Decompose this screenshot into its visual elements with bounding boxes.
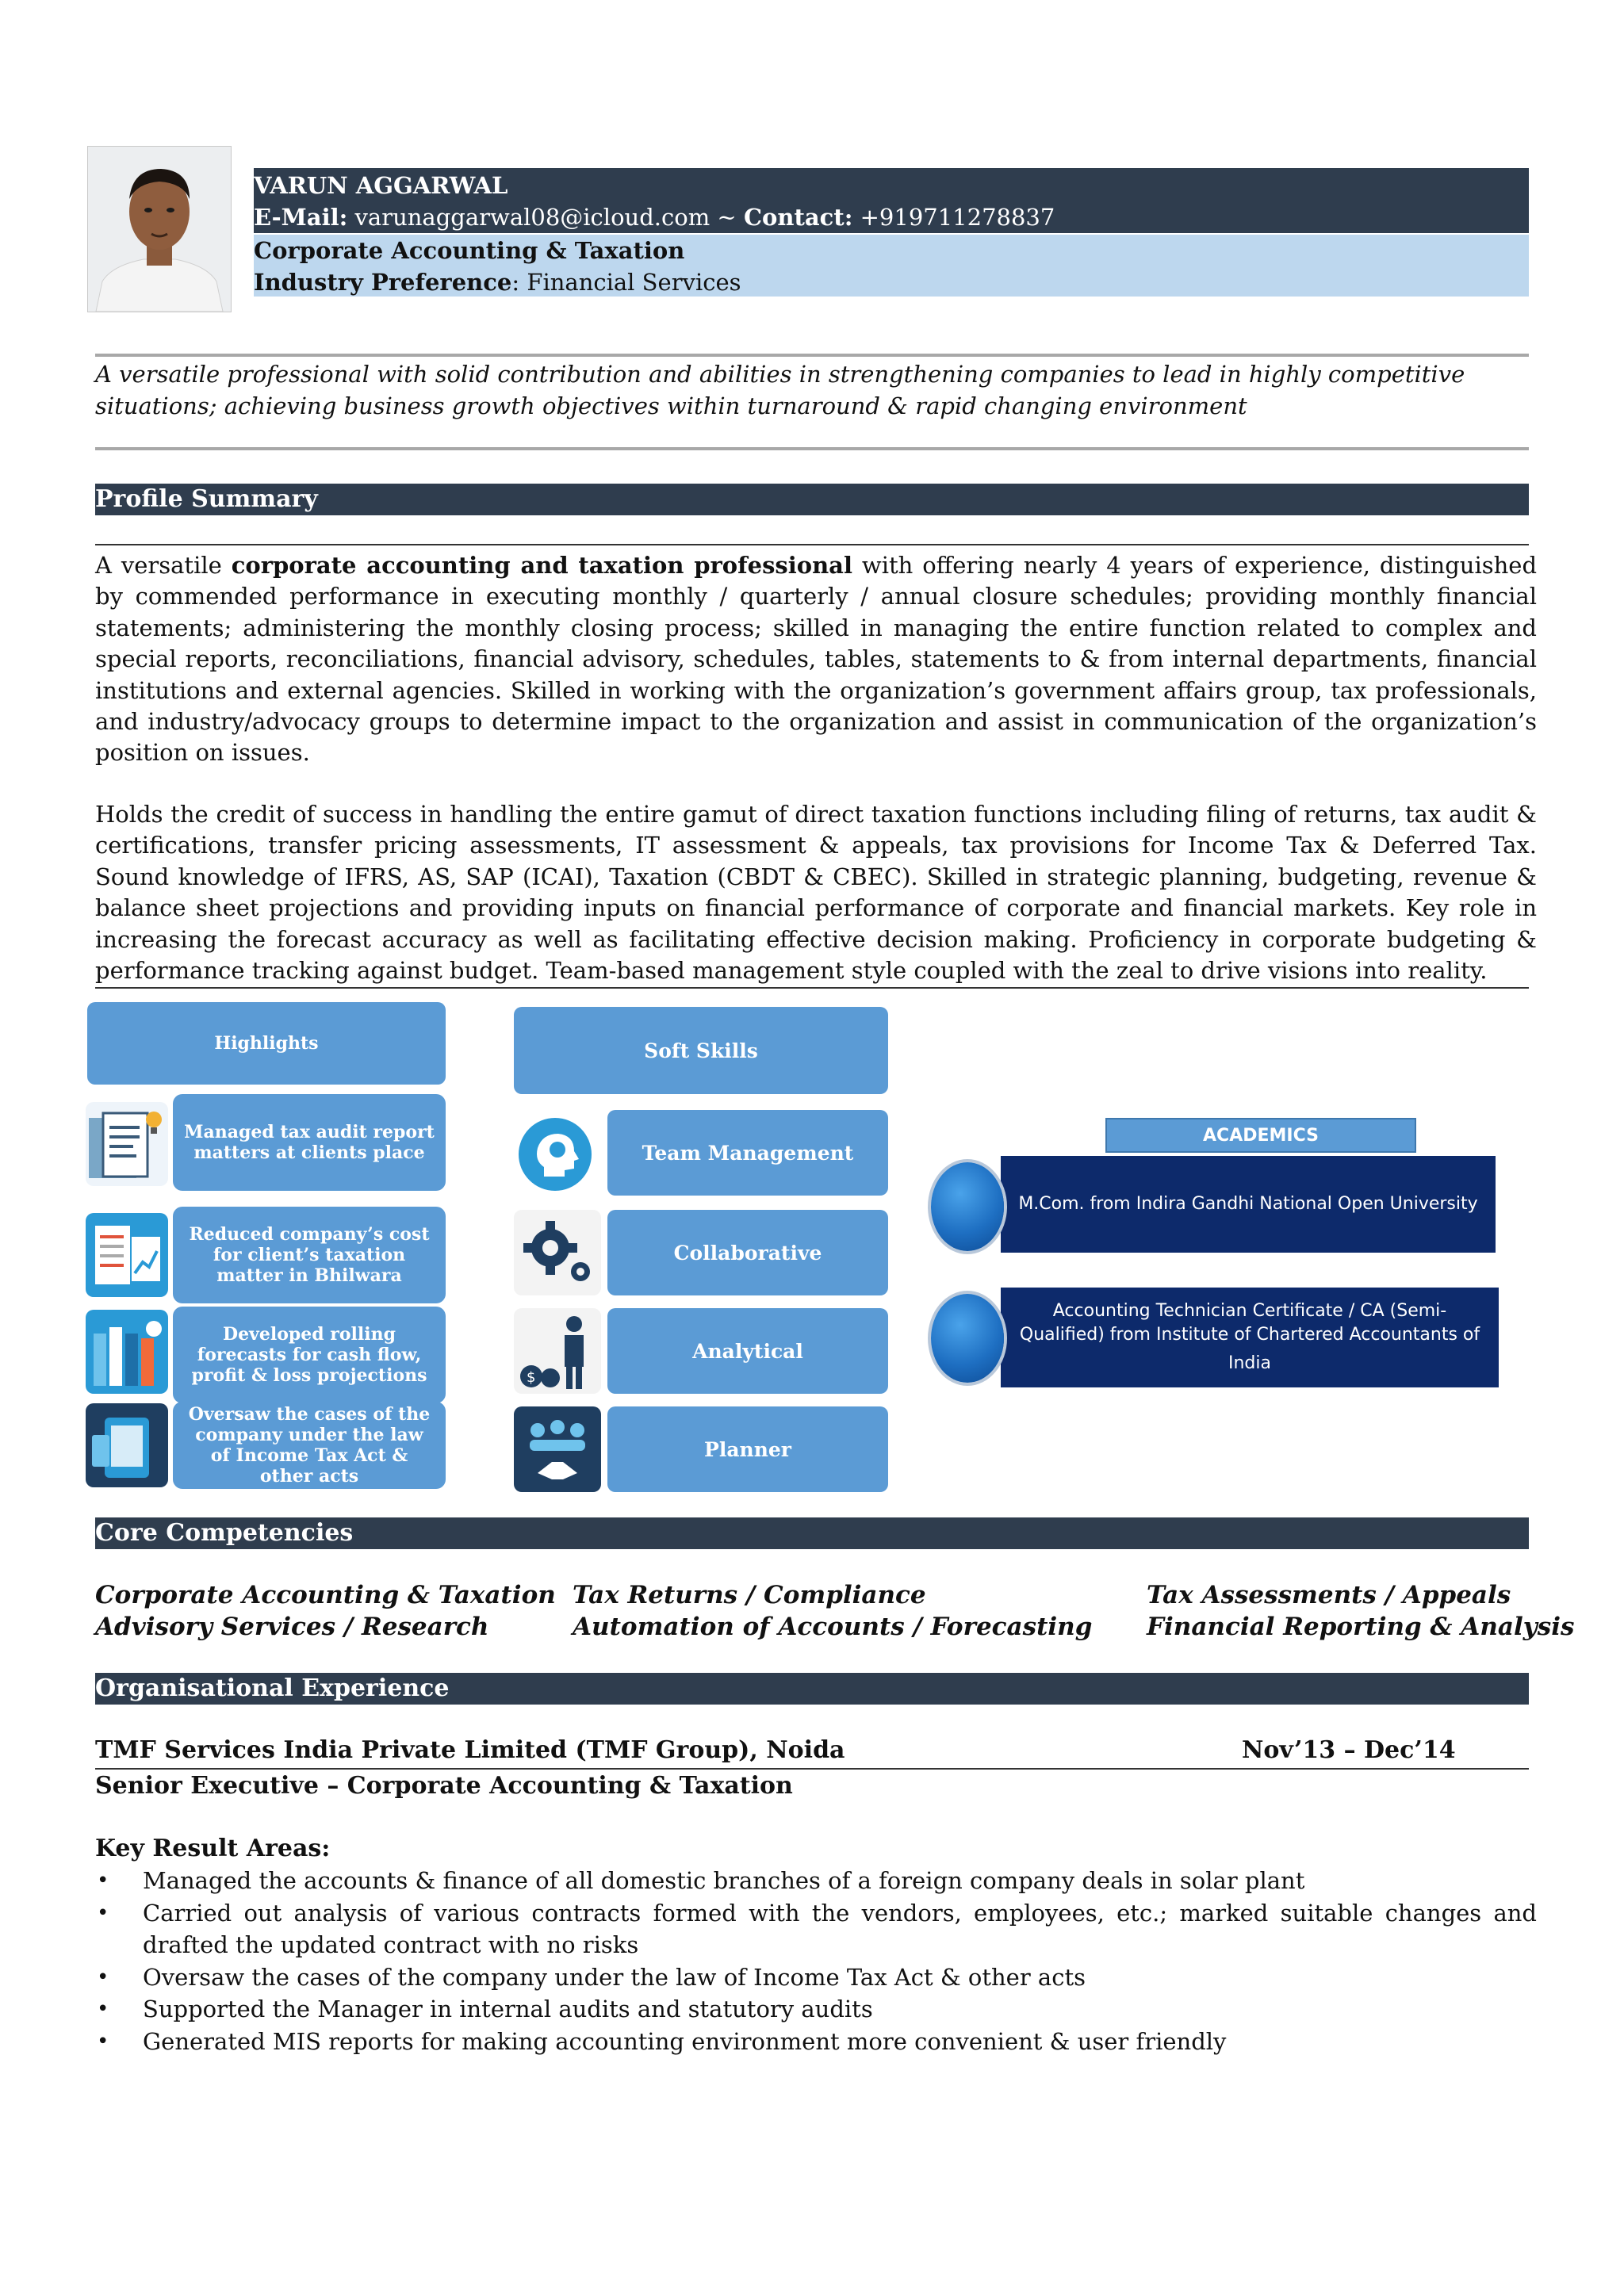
role-title: Corporate Accounting & Taxation: [254, 237, 685, 264]
list-item: [95, 1961, 1537, 1994]
candidate-name: VARUN AGGARWAL: [254, 172, 508, 199]
tagline: A versatile professional with solid contribution and abilities in strengthening companies to lead in highly competitive situations; achieving business growth objectives within turnaround & rapid changing environment: [95, 361, 1465, 419]
divider: [95, 1768, 1529, 1770]
academic-item-line: Accounting Technician Certificate / CA (Semi-Qualified) from Institute of Chartered Accountants of: [1019, 1301, 1480, 1345]
p1-emphasis: corporate accounting and taxation professional: [231, 552, 852, 579]
competency-item: Advisory Services / Research: [95, 1613, 489, 1641]
soft-skill-item: Analytical: [607, 1308, 888, 1394]
industry-value: : Financial Services: [511, 269, 741, 296]
list-item: [95, 1865, 1537, 1897]
bullet-icon: •: [97, 1900, 109, 1925]
list-item: [95, 1993, 1537, 2026]
devices-icon: [86, 1403, 168, 1487]
kra-list: [95, 1865, 1537, 2057]
experience-heading: Organisational Experience: [95, 1673, 1529, 1705]
industry-line: [254, 266, 1529, 298]
divider-top: [95, 354, 1529, 357]
divider: [95, 987, 1529, 989]
highlight-item: Developed rolling forecasts for cash flow, profit & loss projections: [173, 1307, 446, 1403]
academic-item: M.Com. from Indira Gandhi National Open University: [1001, 1156, 1496, 1253]
academic-item: [1001, 1288, 1499, 1387]
employment-period: Nov’13 – Dec’14: [1242, 1736, 1456, 1764]
divider-bottom: [95, 447, 1529, 450]
team-handshake-icon: [514, 1406, 601, 1492]
list-item: [95, 2026, 1537, 2058]
highlight-item: Managed tax audit report matters at clients place: [173, 1094, 446, 1191]
kra-text: Supported the Manager in internal audits and statutory audits: [143, 1996, 873, 2022]
industry-label: Industry Preference: [254, 269, 512, 296]
email-label: E-Mail:: [254, 204, 348, 231]
list-item: [95, 1897, 1537, 1961]
soft-skill-item: Collaborative: [607, 1210, 888, 1295]
designation: Senior Executive – Corporate Accounting & Taxation: [95, 1772, 793, 1800]
profile-paragraph-2: Holds the credit of success in handling the entire gamut of direct taxation functions including filing of returns, tax audit & certifications, transfer pricing assessments, IT assessment & appeals, tax provisions for Income Tax & Deferred Tax. Sound knowledge of IFRS, AS, SAP (ICAI), Taxation (CBDT & CBEC). Skilled in strategic planning, budgeting, revenue & balance sheet projections and providing inputs on financial performance of corporate and financial markets. Key role in increasing the forecast accuracy as well as facilitating effective decision making. Proficiency in corporate budgeting & performance tracking against budget. Team-based management style coupled with the zeal to drive visions into reality.: [95, 801, 1537, 985]
academic-item-line: India: [1228, 1353, 1271, 1373]
bullet-circle-icon: [931, 1294, 1004, 1383]
bullet-circle-icon: [931, 1162, 1004, 1251]
kra-text: Carried out analysis of various contracts formed with the vendors, employees, etc.; marked suitable changes and drafted the updated contract with no risks: [143, 1899, 1537, 1958]
divider: [95, 544, 1529, 545]
company-name: TMF Services India Private Limited (TMF Group), Noida: [95, 1736, 845, 1764]
documents-chart-icon: [86, 1213, 168, 1297]
highlights-heading: Highlights: [87, 1002, 446, 1085]
bullet-icon: •: [97, 1869, 109, 1892]
highlight-item: Oversaw the cases of the company under the law of Income Tax Act & other acts: [173, 1402, 446, 1489]
competency-item: Tax Assessments / Appeals: [1147, 1581, 1511, 1609]
soft-skill-item: Team Management: [607, 1110, 888, 1196]
person-photo-icon: [88, 147, 231, 312]
clipboard-icon: [86, 1102, 168, 1186]
bullet-icon: •: [97, 1997, 109, 2021]
phone-number[interactable]: +919711278837: [860, 204, 1055, 231]
soft-skills-heading: Soft Skills: [514, 1007, 888, 1094]
kra-heading: Key Result Areas:: [95, 1835, 331, 1862]
kra-text: Managed the accounts & finance of all domestic branches of a foreign company deals in solar plant: [143, 1867, 1305, 1894]
email-link[interactable]: varunaggarwal08@icloud.com: [354, 204, 710, 231]
profile-paragraph-1: [95, 550, 1537, 769]
contact-line: [254, 201, 1529, 233]
core-competencies-heading: Core Competencies: [95, 1517, 1529, 1549]
businessman-money-icon: [514, 1308, 601, 1394]
competency-item: Financial Reporting & Analysis: [1147, 1613, 1575, 1641]
bullet-icon: •: [97, 2029, 109, 2053]
kra-text: Oversaw the cases of the company under the law of Income Tax Act & other acts: [143, 1963, 1086, 1991]
profile-photo: [87, 146, 232, 312]
p1-body: with offering nearly 4 years of experience, distinguished by commended performance in executing monthly / quarterly / annual closure schedules; providing monthly financial statements; administering the monthly closing process; skilled in managing the entire function related to complex and special reports, reconciliations, financial advisory, schedules, tables, statements to & from internal departments, financial institutions and external agencies. Skilled in working with the organization’s government affairs group, tax professionals, and industry/advocacy groups to determine impact to the organization and assist in communication of the organization’s position on issues.: [95, 552, 1538, 767]
gears-icon: [514, 1210, 601, 1295]
academics-heading: ACADEMICS: [1105, 1118, 1416, 1153]
competency-item: Tax Returns / Compliance: [573, 1581, 926, 1609]
competency-item: Automation of Accounts / Forecasting: [573, 1613, 1093, 1641]
competency-item: Corporate Accounting & Taxation: [95, 1581, 556, 1609]
header-role-bar: [254, 235, 1529, 297]
highlight-item: Reduced company’s cost for client’s taxation matter in Bhilwara: [173, 1207, 446, 1303]
kra-text: Generated MIS reports for making accounting environment more convenient & user friendly: [143, 2027, 1227, 2055]
head-brain-icon: [514, 1112, 601, 1197]
p1-intro: A versatile: [95, 552, 232, 579]
separator: ~: [717, 204, 737, 231]
header-contact-bar: [254, 168, 1529, 233]
bullet-icon: •: [97, 1965, 109, 1989]
profile-summary-heading: Profile Summary: [95, 484, 1529, 515]
contact-label: Contact:: [743, 204, 853, 231]
soft-skill-item: Planner: [607, 1406, 888, 1492]
binders-icon: [86, 1310, 168, 1394]
svg-text:$: $: [527, 1369, 536, 1386]
